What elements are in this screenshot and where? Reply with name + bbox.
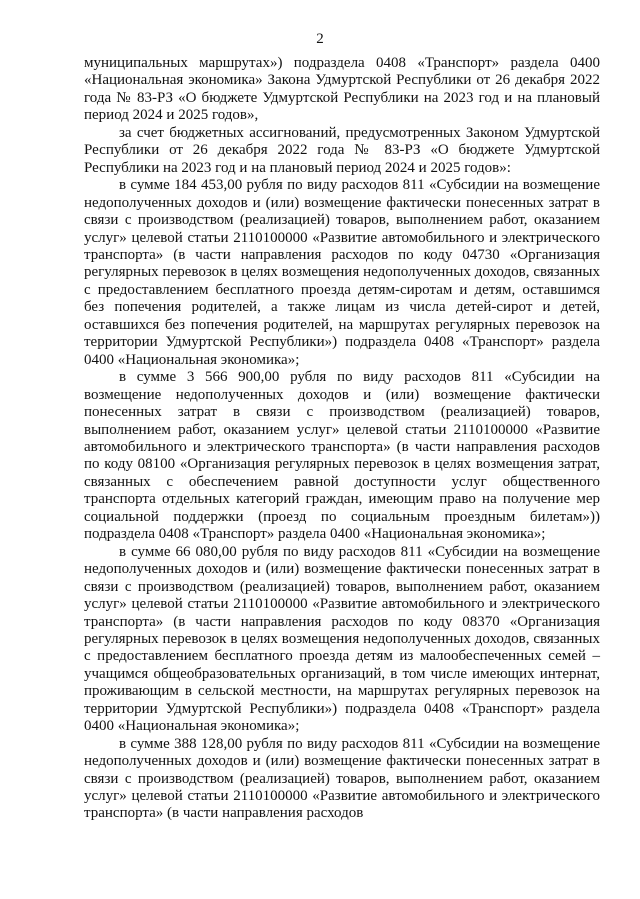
page-number: 2: [316, 31, 324, 47]
paragraph-amount-3566900: в сумме 3 566 900,00 рубля по виду расходов 811 «Субсидии на возмещение недополученных доходов и (или) возмещение фактически понесенных затрат в связи с производством (реализацией) товаров, выполнением работ, оказанием услуг» целевой статьи 2110100000 «Развитие автомобильного и электрического транспорта» (в части направления расходов по коду 08100 «Организация регулярных перевозок в целях возмещения затрат, связанных с обеспечением равной доступности услуг общественного транспорта отдельных категорий граждан, имеющим право на получение мер социальной поддержки (проезд по социальным проездным билетам»)) подраздела 0408 «Транспорт» раздела 0400 «Национальная экономика»;: [84, 369, 600, 543]
document-body: [84, 55, 600, 823]
paragraph-amount-388128: в сумме 388 128,00 рубля по виду расходов 811 «Субсидии на возмещение недополученных доходов и (или) возмещение фактически понесенных затрат в связи с производством (реализацией) товаров, выполнением работ, оказанием услуг» целевой статьи 2110100000 «Развитие автомобильного и электрического транспорта» (в части направления расходов: [84, 735, 600, 822]
paragraph-amount-184453: в сумме 184 453,00 рубля по виду расходов 811 «Субсидии на возмещение недополученных доходов и (или) возмещение фактически понесенных затрат в связи с производством (реализацией) товаров, выполнением работ, оказанием услуг» целевой статьи 2110100000 «Развитие автомобильного и электрического транспорта» (в части направления расходов по коду 04730 «Организация регулярных перевозок в целях возмещения недополученных доходов, связанных с предоставлением бесплатного проезда детям-сиротам и детям, оставшимся без попечения родителей, а также лицам из числа детей-сирот и детей, оставшихся без попечения родителей, на маршрутах регулярных перевозок на территории Удмуртской Республики») подраздела 0408 «Транспорт» раздела 0400 «Национальная экономика»;: [84, 177, 600, 368]
paragraph-amount-66080: в сумме 66 080,00 рубля по виду расходов 811 «Субсидии на возмещение недополученных доходов и (или) возмещение фактически понесенных затрат в связи с производством (реализацией) товаров, выполнением работ, оказанием услуг» целевой статьи 2110100000 «Развитие автомобильного и электрического транспорта» (в части направления расходов по коду 08370 «Организация регулярных перевозок в целях возмещения недополученных доходов, связанных с предоставлением бесплатного проезда детям из малообеспеченных семей – учащимся общеобразовательных организаций, в том числе имеющих интернат, проживающим в сельской местности, на маршрутах регулярных перевозок на территории Удмуртской Республики») подраздела 0408 «Транспорт» раздела 0400 «Национальная экономика»;: [84, 543, 600, 735]
paragraph-funding-source: за счет бюджетных ассигнований, предусмотренных Законом Удмуртской Республики от 26 декабря 2022 года № 83-РЗ «О бюджете Удмуртской Республики на 2023 год и на плановый период 2024 и 2025 годов»:: [84, 124, 600, 176]
paragraph-continuation: муниципальных маршрутах») подраздела 0408 «Транспорт» раздела 0400 «Национальная экономика» Закона Удмуртской Республики от 26 декабря 2022 года № 83-РЗ «О бюджете Удмуртской Республики на 2023 год и на плановый период 2024 и 2025 годов»,: [84, 55, 600, 124]
